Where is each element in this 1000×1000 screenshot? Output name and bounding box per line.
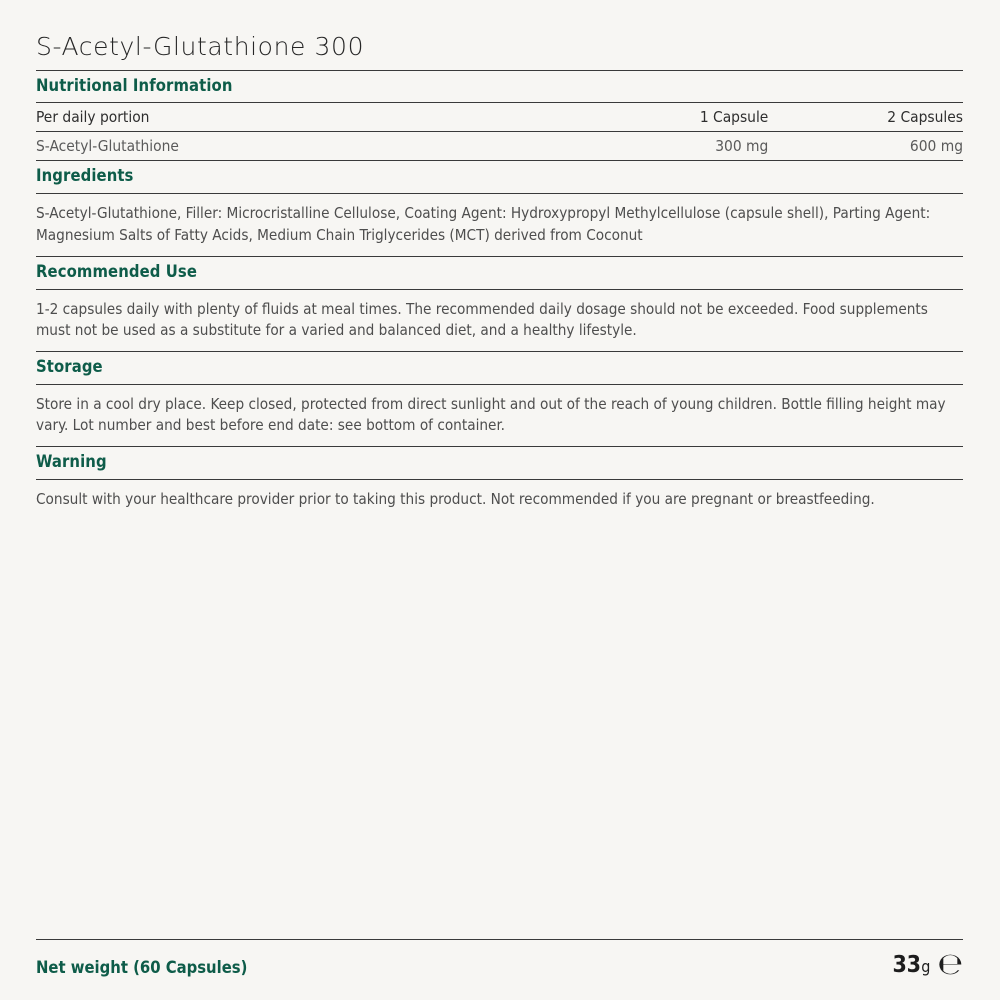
storage-text: Store in a cool dry place. Keep closed, protected from direct sunlight and out of the reach of young children. Bottle filling height may vary. Lot number and best before end date: see bottom of container. <box>36 394 946 435</box>
divider-above-footer <box>36 939 963 940</box>
column-header-one-capsule: 1 Capsule <box>574 103 769 132</box>
net-weight-unit: g <box>921 957 931 976</box>
net-weight-label: Net weight (60 Capsules) <box>36 958 248 978</box>
footer-row <box>36 947 963 982</box>
ingredients-text: S-Acetyl-Glutathione, Filler: Microcristalline Cellulose, Coating Agent: Hydroxypropyl Methylcellulose (capsule shell), Parting Agent: Magnesium Salts of Fatty Acids, Medium Chain Triglycerides (MCT) derived from Coconut <box>36 204 931 245</box>
section-heading-ingredients: Ingredients <box>36 166 134 186</box>
net-weight-value-group <box>892 947 963 982</box>
section-heading-recommended-use: Recommended Use <box>36 261 198 281</box>
section-heading-nutrition: Nutritional Information <box>36 75 233 95</box>
label-footer <box>36 939 963 982</box>
warning-text: Consult with your healthcare provider prior to taking this product. Not recommended if you are pregnant or breastfeeding. <box>36 489 875 508</box>
column-header-portion: Per daily portion <box>36 103 574 132</box>
section-heading-warning: Warning <box>36 451 107 471</box>
nutrition-table <box>36 103 963 161</box>
table-row <box>36 132 963 161</box>
section-heading-storage: Storage <box>36 356 103 376</box>
nutrient-amount-two-capsules: 600 mg <box>768 132 963 161</box>
page-title: S-Acetyl-Glutathione 300 <box>36 32 365 61</box>
table-header-row <box>36 103 963 132</box>
nutrient-amount-one-capsule: 300 mg <box>574 132 769 161</box>
net-weight-value: 33 <box>892 952 921 978</box>
nutrient-name: S-Acetyl-Glutathione <box>36 132 574 161</box>
column-header-two-capsules: 2 Capsules <box>768 103 963 132</box>
recommended-use-text: 1-2 capsules daily with plenty of fluids at meal times. The recommended daily dosage should not be exceeded. Food supplements must not be used as a substitute for a varied and balanced diet, and a healthy lifestyle. <box>36 299 928 340</box>
estimated-sign-icon: ℮ <box>937 947 963 982</box>
